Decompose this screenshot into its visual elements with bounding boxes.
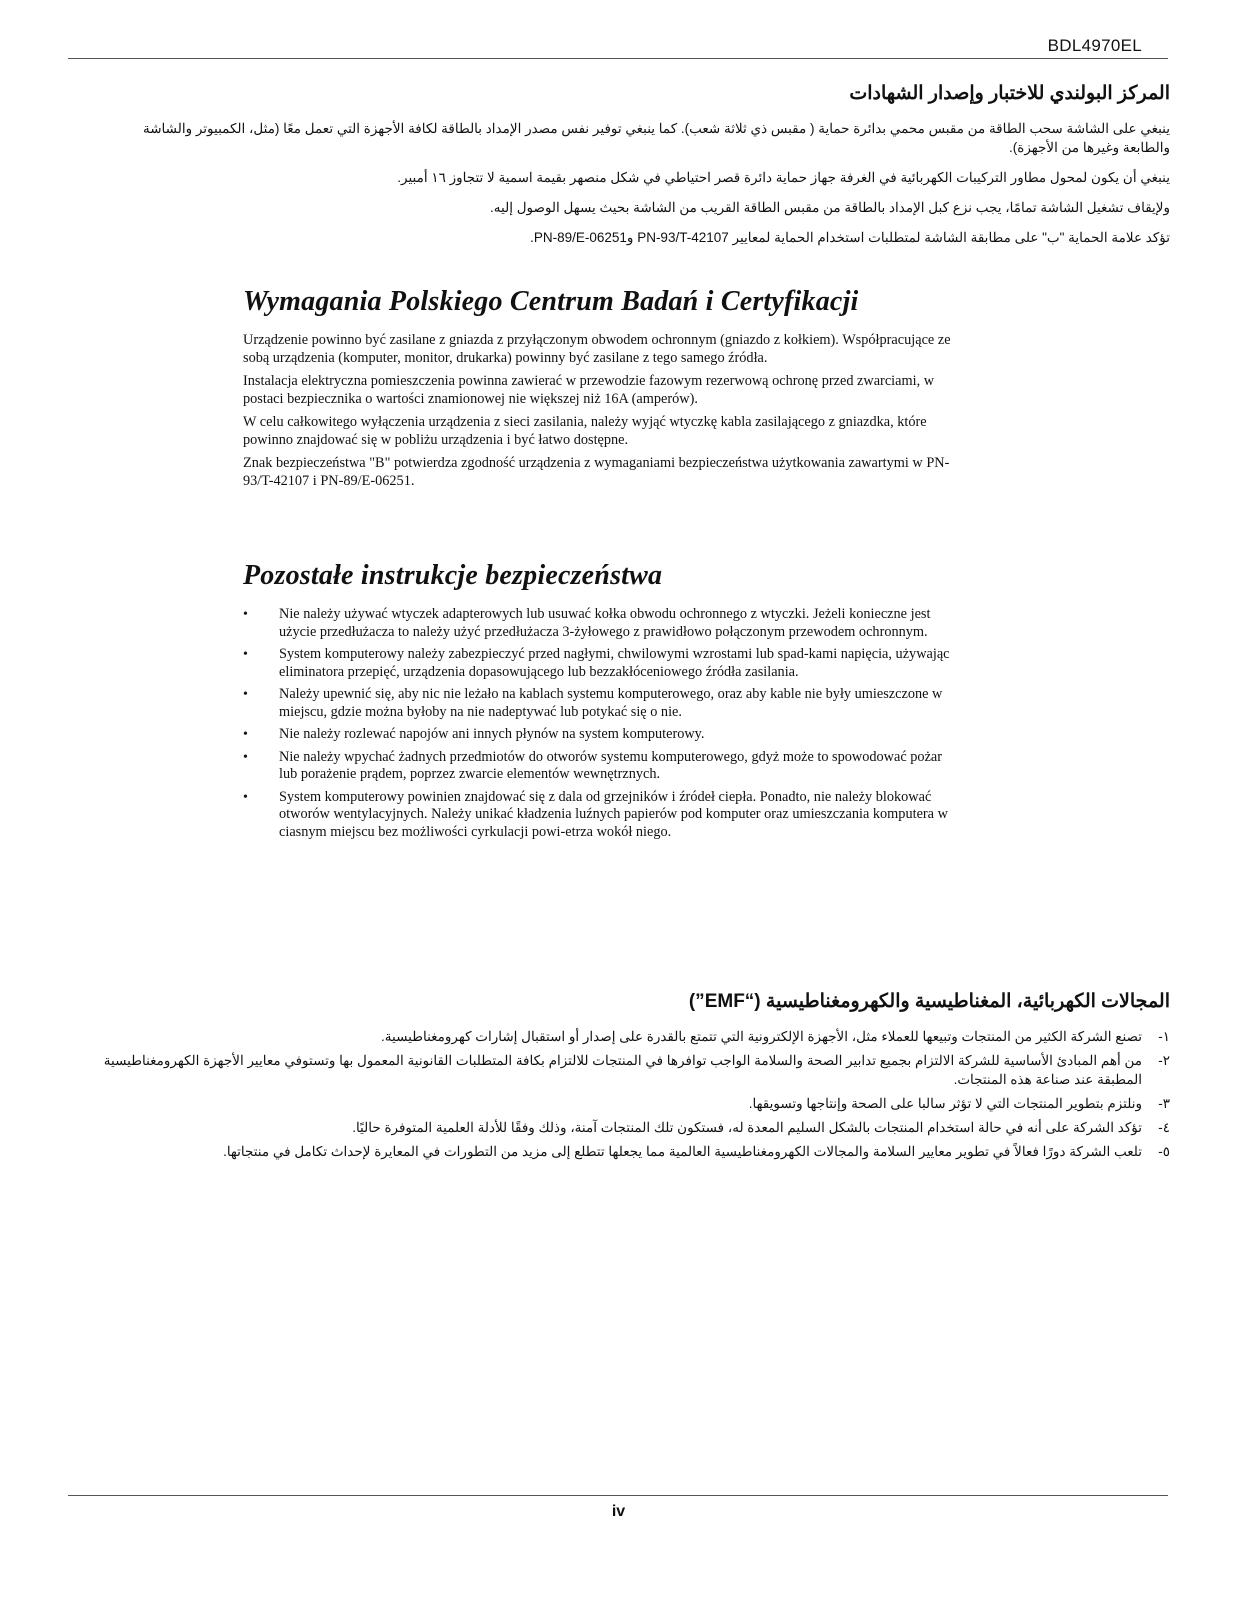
list-item-text: System komputerowy należy zabezpieczyć przed nagłymi, chwilowymi wzrostami lub spad-kami napięcia, używając eliminatora przepięć, urządzenia dopasowującego lub bezzakłóceniowego źródła zasilania. <box>279 646 950 680</box>
page-number: iv <box>611 1503 626 1520</box>
bullet-icon: • <box>243 727 248 742</box>
arabic-paragraph: ينبغي أن يكون لمحول مطاور التركيبات الكهربائية في الغرفة جهاز حماية دائرة قصر احتياطي في شكل منصهر بقيمة اسمية لا تتجاوز ١٦ أمبير. <box>397 170 1170 185</box>
arabic-paragraph: ولإيقاف تشغيل الشاشة تمامًا، يجب نزع كبل الإمداد بالطاقة من مقبس الطاقة القريب من الشاشة بحيث يسهل الوصول إليه. <box>490 200 1170 215</box>
list-item-text: Nie należy używać wtyczek adapterowych lub usuwać kołka obwodu ochronnego z wtyczki. Jeżeli konieczne jest użycie przedłużacza to należy użyć przedłużacza 3-żyłowego z prawidłowo połączonym przewodem ochronnym. <box>279 606 931 640</box>
list-item <box>95 1027 1170 1046</box>
polish-safety-title: Pozostałe instrukcje bezpieczeństwa <box>243 560 663 591</box>
list-number: ٣- <box>1158 1096 1170 1111</box>
list-item <box>95 1142 1170 1161</box>
list-item <box>243 726 963 744</box>
bullet-icon: • <box>243 647 248 662</box>
list-item-text: تؤكد الشركة على أنه في حالة استخدام المنتجات بالشكل السليم المعدة له، فستكون تلك المنتجات آمنة، وذلك وفقًا للأدلة العلمية المتوفرة حاليًا. <box>352 1120 1142 1135</box>
list-item <box>95 1118 1170 1137</box>
header-divider <box>68 58 1168 59</box>
list-number: ٢- <box>1158 1053 1170 1068</box>
list-item-text: System komputerowy powinien znajdować się z dala od grzejników i źródeł ciepła. Ponadto, nie należy blokować otworów wentylacyjnych. Należy unikać kładzenia luźnych papierów pod komputer oraz umieszczania komputera w ciasnym miejscu bez możliwości cyrkulacji powi-etrza wokół niego. <box>279 788 948 840</box>
arabic-paragraph: تؤكد علامة الحماية "ب" على مطابقة الشاشة لمتطلبات استخدام الحماية لمعايير PN-93/T-42107 وPN-89/E-06251. <box>530 230 1170 245</box>
list-item <box>243 606 963 641</box>
polish-paragraph: W celu całkowitego wyłączenia urządzenia z sieci zasilania, należy wyjąć wtyczkę kabla zasilającego z gniazdka, które powinno znajdować się w pobliżu urządzenia i być łatwo dostępne. <box>243 414 927 448</box>
polish-paragraph: Urządzenie powinno być zasilane z gniazda z przyłączonym obwodem ochronnym (gniazdo z kołkiem). Współpracujące ze sobą urządzenia (komputer, monitor, drukarka) powinny być zasilane z tego samego źródła. <box>243 332 951 366</box>
safety-list <box>243 606 963 841</box>
list-item <box>95 1051 1170 1089</box>
polish-requirements-title: Wymagania Polskiego Centrum Badań i Certyfikacji <box>243 286 859 317</box>
list-number: ٤- <box>1158 1120 1170 1135</box>
list-item-text: Nie należy wpychać żadnych przedmiotów do otworów systemu komputerowego, gdyż może to spowodować pożar lub porażenie prądem, poprzez zwarcie elementów wewnętrznych. <box>279 748 943 782</box>
polish-paragraph: Instalacja elektryczna pomieszczenia powinna zawierać w przewodzie fazowym rezerwową ochronę przed zwarciami, w postaci bezpiecznika o wartości znamionowej nie większej niż 16A (amperów). <box>243 373 935 407</box>
list-item-text: تلعب الشركة دورًا فعالاً في تطوير معايير السلامة والمجالات الكهرومغناطيسية العالمية مما يجعلها تتطلع إلى مزيد من التطورات في المعايرة لإحداث تكامل في منتجاتها. <box>223 1144 1142 1159</box>
bullet-icon: • <box>243 687 248 702</box>
list-item <box>243 646 963 681</box>
list-item-text: تصنع الشركة الكثير من المنتجات وتبيعها للعملاء مثل، الأجهزة الإلكترونية التي تتمتع بالقدرة على إصدار أو استقبال إشارات كهرومغناطيسية. <box>381 1029 1142 1044</box>
list-item <box>95 1094 1170 1113</box>
list-item <box>243 789 963 842</box>
emf-section <box>95 990 1170 1166</box>
list-item-text: من أهم المبادئ الأساسية للشركة الالتزام بجميع تدابير الصحة والسلامة الواجب توافرها في المنتجات للالتزام بكافة المتطلبات القانونية المعمول بها وتستوفي معايير الأجهزة الكهرومغناطيسية المطبقة عند صناعة هذه المنتجات. <box>103 1053 1142 1087</box>
arabic-paragraph: ينبغي على الشاشة سحب الطاقة من مقبس محمي بدائرة حماية ( مقبس ذي ثلاثة شعب). كما ينبغي توفير نفس مصدر الإمداد بالطاقة لكافة الأجهزة التي تعمل معًا (مثل، الكمبيوتر والشاشة والطابعة وغيرها من الأجهزة). <box>143 121 1170 155</box>
model-number: BDL4970EL <box>1047 36 1142 55</box>
list-number: ١- <box>1158 1029 1170 1044</box>
list-number: ٥- <box>1158 1144 1170 1159</box>
list-item-text: Nie należy rozlewać napojów ani innych płynów na system komputerowy. <box>279 726 705 742</box>
emf-list <box>95 1027 1170 1161</box>
bullet-icon: • <box>243 789 248 805</box>
polish-requirements-section <box>243 286 963 496</box>
list-item <box>243 749 963 784</box>
arabic-certification-title: المركز البولندي للاختبار وإصدار الشهادات <box>849 83 1170 104</box>
list-item-text: Należy upewnić się, aby nic nie leżało na kablach systemu komputerowego, oraz aby kable nie były umieszczone w miejscu, gdzie można byłoby na nie nadeptywać lub potykać się o nie. <box>279 686 943 720</box>
list-item <box>243 686 963 721</box>
emf-title: المجالات الكهربائية، المغناطيسية والكهرومغناطيسية (“EMF”) <box>688 991 1170 1012</box>
bullet-icon: • <box>243 749 248 765</box>
arabic-certification-section <box>95 82 1170 258</box>
bullet-icon: • <box>243 607 248 622</box>
polish-safety-section <box>243 560 963 846</box>
polish-paragraph: Znak bezpieczeństwa "B" potwierdza zgodność urządzenia z wymaganiami bezpieczeństwa użytkowania zawartymi w PN-93/T-42107 i PN-89/E-06251. <box>243 455 950 489</box>
list-item-text: ونلتزم بتطوير المنتجات التي لا تؤثر سالبا على الصحة وإنتاجها وتسويقها. <box>748 1096 1142 1111</box>
footer-divider <box>68 1495 1168 1496</box>
